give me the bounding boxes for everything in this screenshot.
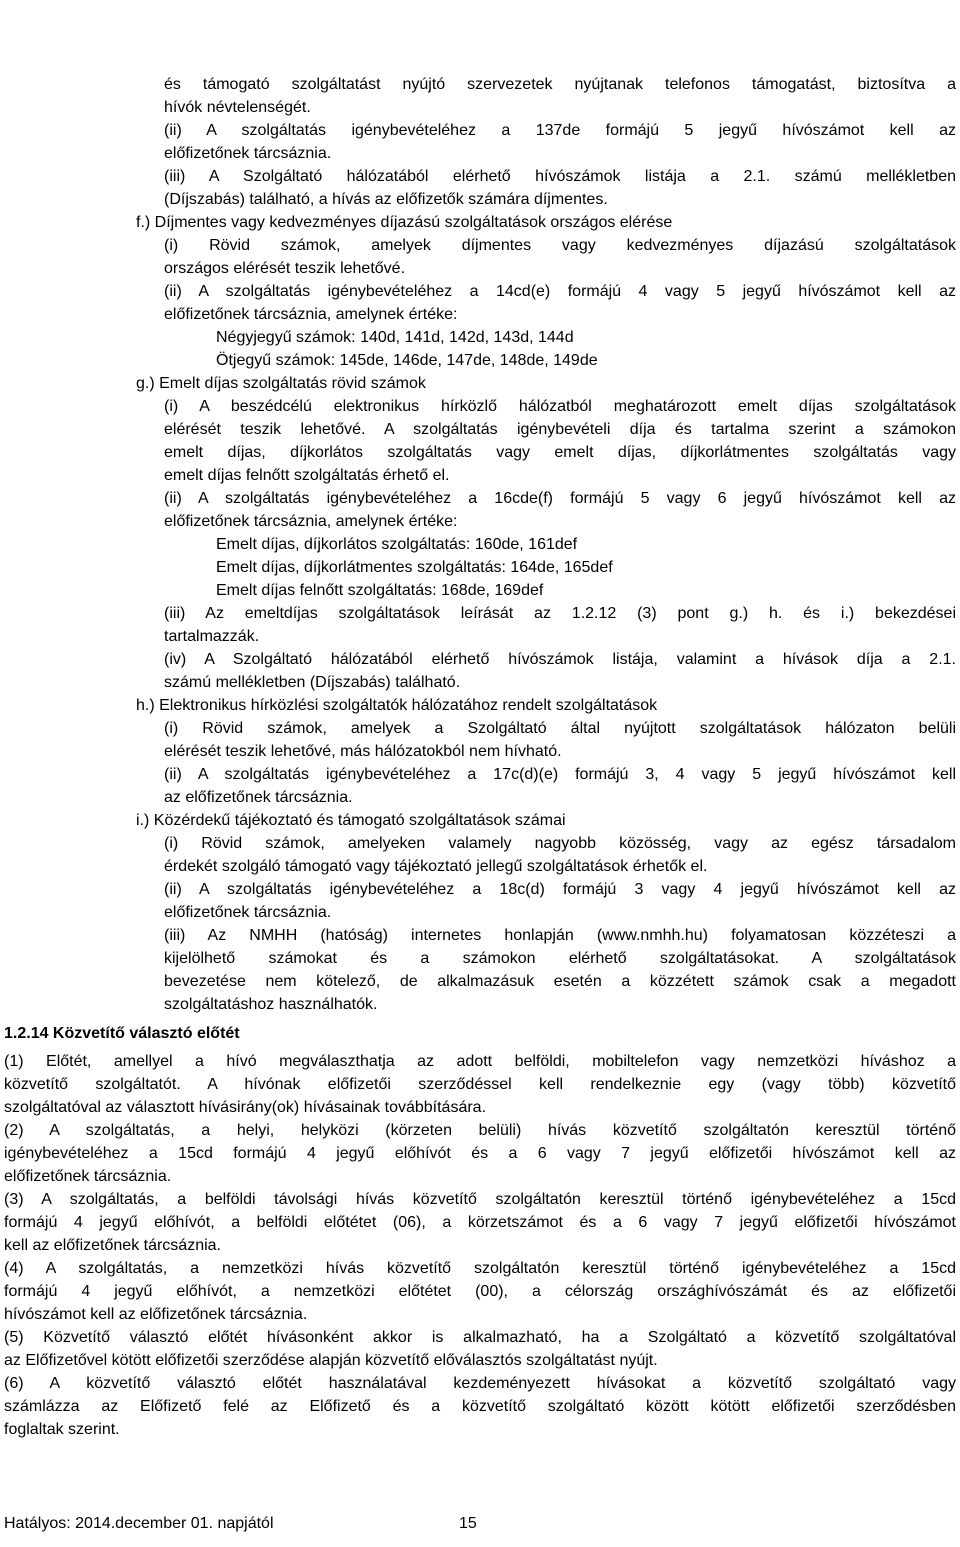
text-line: (4) A szolgáltatás, a nemzetközi hívás közvetítő szolgáltatón keresztül történő igénybevételéhez a 15cd [4,1260,956,1277]
text-line: Ötjegyű számok: 145de, 146de, 147de, 148de, 149de [216,352,598,369]
page-number: 15 [459,1515,477,1532]
text-line: (i) Rövid számok, amelyeken valamely nagyobb közösség, vagy az egész társadalom [164,835,956,852]
text-line: kijelölhető számokat és a számokon elérhető szolgáltatásokat. A szolgáltatások [164,950,956,967]
text-line: (5) Közvetítő választó előtét hívásonként akkor is alkalmazható, ha a Szolgáltató a közvetítő szolgáltatóval [4,1329,956,1346]
footer-effective-date: Hatályos: 2014.december 01. napjától [4,1515,274,1532]
text-line: (ii) A szolgáltatás igénybevételéhez a 16cde(f) formájú 5 vagy 6 jegyű hívószámot kell az [164,490,956,507]
text-line: (i) Rövid számok, amelyek díjmentes vagy kedvezményes díjazású szolgáltatások [164,237,956,254]
text-line: Négyjegyű számok: 140d, 141d, 142d, 143d, 144d [216,329,574,346]
text-line: (6) A közvetítő választó előtét használatával kezdeményezett hívásokat a közvetítő szolgáltató vagy [4,1375,956,1392]
text-line: (1) Előtét, amellyel a hívó megválaszthatja az adott belföldi, mobiltelefon vagy nemzetközi híváshoz a [4,1053,956,1070]
text-line: bevezetése nem kötelező, de alkalmazásuk esetén a közzétett számok csak a megadott [164,973,956,990]
header-doc-title: ITC ÁSZF [428,4,500,21]
text-line: igénybevételéhez a 15cd formájú 4 jegyű előhívót és a 6 vagy 7 jegyű előfizetői hívószámot kell az [4,1145,956,1162]
text-line: Emelt díjas, díjkorlátos szolgáltatás: 160de, 161def [216,536,578,553]
header-doc-subtitle: Szolgáltatások leírása [383,25,540,42]
text-line: (iii) Az NMHH (hatóság) internetes honlapján (www.nmhh.hu) folyamatosan közzéteszi a [164,927,956,944]
text-line: (ii) A szolgáltatás igénybevételéhez a 17c(d)(e) formájú 3, 4 vagy 5 jegyű hívószámot kell [164,766,956,783]
text-line: előfizetőnek tárcsáznia, amelynek értéke: [164,306,458,323]
text-line: tartalmazzák. [164,628,260,645]
text-line: formájú 4 jegyű előhívót, a nemzetközi előtétet (00), a célország országhívószámát és az előfizetői [4,1283,956,1300]
text-line: emelt díjas felnőtt szolgáltatás érhető el. [164,467,450,484]
text-line: hívószámot kell az előfizetőnek tárcsáznia. [4,1306,308,1323]
text-line: (ii) A szolgáltatás igénybevételéhez a 14cd(e) formájú 4 vagy 5 jegyű hívószámot kell az [164,283,956,300]
text-line: előfizetőnek tárcsáznia. [4,1168,172,1185]
header-annex: 1. sz. melléklet [844,4,950,21]
text-line: előfizetőnek tárcsáznia. [164,145,332,162]
text-line: (Díjszabás) található, a hívás az előfizetők számára díjmentes. [164,191,608,208]
text-line: f.) Díjmentes vagy kedvezményes díjazású szolgáltatások országos elérése [136,214,673,231]
text-line: szolgáltatáshoz használhatók. [164,996,378,1013]
text-line: (ii) A szolgáltatás igénybevételéhez a 18c(d) formájú 3 vagy 4 jegyű hívószámot kell az [164,881,956,898]
text-line: érdekét szolgáló támogató vagy tájékoztató jellegű szolgáltatások érhetők el. [164,858,708,875]
section-heading: 1.2.14 Közvetítő választó előtét [4,1025,240,1042]
text-line: és támogató szolgáltatást nyújtó szervezetek nyújtanak telefonos támogatást, biztosítva a [164,76,956,93]
text-line: emelt díjas, díjkorlátos szolgáltatás vagy emelt díjas, díjkorlátmentes szolgáltatás vagy [164,444,956,461]
page-header [0,0,960,52]
text-line: (i) Rövid számok, amelyek a Szolgáltató által nyújtott szolgáltatások hálózaton belüli [164,720,956,737]
text-line: elérését teszik lehetővé, más hálózatokból nem hívható. [164,743,562,760]
text-line: i.) Közérdekű tájékoztató és támogató szolgáltatások számai [136,812,566,829]
header-company: Invitel Technocom Kft. [4,4,161,21]
text-line: (iii) A Szolgáltató hálózatából elérhető hívószámok listája a 2.1. számú mellékletben [164,168,956,185]
text-line: Emelt díjas, díjkorlátmentes szolgáltatás: 164de, 165def [216,559,613,576]
text-line: Emelt díjas felnőtt szolgáltatás: 168de, 169def [216,582,544,599]
text-line: (2) A szolgáltatás, a helyi, helyközi (körzeten belüli) hívás közvetítő szolgáltatón keresztül történő [4,1122,956,1139]
text-line: (iv) A Szolgáltató hálózatából elérhető hívószámok listája, valamint a hívások díja a 2.1. [164,651,956,668]
text-line: (3) A szolgáltatás, a belföldi távolsági hívás közvetítő szolgáltatón keresztül történő igénybevételéhez a 15cd [4,1191,956,1208]
text-line: számlázza az Előfizető felé az Előfizető és a közvetítő szolgáltató között kötött előfizetői szerződésben [4,1398,956,1415]
text-line: (iii) Az emeltdíjas szolgáltatások leírását az 1.2.12 (3) pont g.) h. és i.) bekezdései [164,605,956,622]
text-line: számú mellékletben (Díjszabás) található. [164,674,461,691]
text-line: előfizetőnek tárcsáznia, amelynek értéke: [164,513,458,530]
text-line: foglaltak szerint. [4,1421,120,1438]
text-line: az Előfizetővel kötött előfizetői szerződése alapján közvetítő előválasztós szolgáltatást nyújt. [4,1352,658,1369]
text-line: elérését teszik lehetővé. A szolgáltatás igénybevételi díja és tartalma szerint a számokon [164,421,956,438]
text-line: országos elérését teszik lehetővé. [164,260,406,277]
text-line: (i) A beszédcélú elektronikus hírközlő hálózatból meghatározott emelt díjas szolgáltatások [164,398,956,415]
text-line: g.) Emelt díjas szolgáltatás rövid számok [136,375,426,392]
text-line: (ii) A szolgáltatás igénybevételéhez a 137de formájú 5 jegyű hívószámot kell az [164,122,956,139]
text-line: szolgáltatóval az választott hívásirány(ok) hívásainak továbbítására. [4,1099,487,1116]
text-line: előfizetőnek tárcsáznia. [164,904,332,921]
text-line: közvetítő szolgáltatót. A hívónak előfizetői szerződéssel kell rendelkeznie egy (vagy több) közvetítő [4,1076,956,1093]
text-line: formájú 4 jegyű előhívót, a belföldi előtétet (06), a körzetszámot és a 6 vagy 7 jegyű előfizetői hívószámot [4,1214,956,1231]
text-line: h.) Elektronikus hírközlési szolgáltatók hálózatához rendelt szolgáltatások [136,697,658,714]
text-line: hívók névtelenségét. [164,99,311,116]
text-line: kell az előfizetőnek tárcsáznia. [4,1237,221,1254]
text-line: az előfizetőnek tárcsáznia. [164,789,353,806]
